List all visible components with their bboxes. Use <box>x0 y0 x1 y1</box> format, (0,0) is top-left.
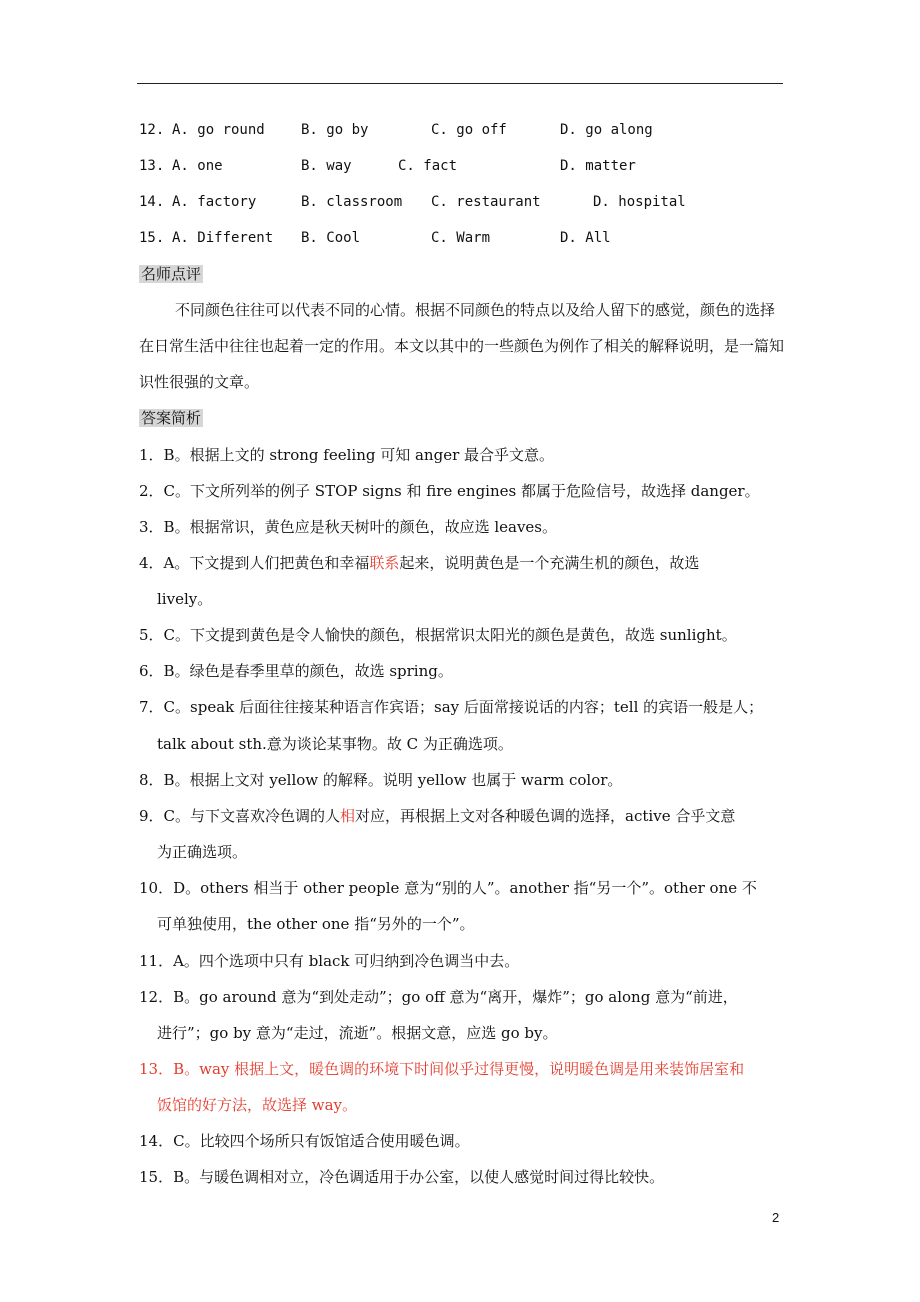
answer-11: 11．A。四个选项中只有 black 可归纳到冷色调当中去。 <box>139 952 520 970</box>
answer-12-cont: 进行”；go by 意为“走过，流逝”。根据文意，应选 go by。 <box>157 1024 558 1042</box>
answer-4-cont: lively。 <box>157 590 213 608</box>
answer-10-cont: 可单独使用，the other one 指“另外的一个”。 <box>157 915 475 933</box>
answer-2: 2．C。下文所列举的例子 STOP signs 和 fire engines 都属于危险信号，故选择 danger。 <box>139 482 760 500</box>
answer-1: 1．B。根据上文的 strong feeling 可知 anger 最合乎文意。 <box>139 446 555 464</box>
analysis-heading: 答案简析 <box>141 409 202 427</box>
answer-8: 8．B。根据上文对 yellow 的解释。说明 yellow 也属于 warm color。 <box>139 771 623 789</box>
option-row-15: 15. A. Different B. Cool C. Warm D. All <box>139 230 611 246</box>
answer-7-cont: talk about sth.意为谈论某事物。故 C 为正确选项。 <box>157 735 513 753</box>
answer-5: 5．C。下文提到黄色是令人愉快的颜色，根据常识太阳光的颜色是黄色，故选 sunlight。 <box>139 626 737 644</box>
option-row-13: 13. A. one B. way C. fact D. matter <box>139 158 636 174</box>
option-row-12: 12. A. go round B. go by C. go off D. go along <box>139 122 653 138</box>
answer-10: 10．D。others 相当于 other people 意为“别的人”。another 指“另一个”。other one 不 <box>139 879 757 897</box>
answer-12: 12．B。go around 意为“到处走动”；go off 意为“离开，爆炸”；go along 意为“前进， <box>139 988 738 1006</box>
header-rule <box>137 83 783 84</box>
answer-6: 6．B。绿色是春季里草的颜色，故选 spring。 <box>139 662 453 680</box>
answer-4: 4．A。下文提到人们把黄色和幸福联系起来，说明黄色是一个充满生机的颜色，故选 <box>139 554 700 572</box>
answer-14: 14．C。比较四个场所只有饭馆适合使用暖色调。 <box>139 1132 470 1150</box>
answer-15: 15．B。与暖色调相对立，冷色调适用于办公室，以使人感觉时间过得比较快。 <box>139 1168 665 1186</box>
answer-3: 3．B。根据常识，黄色应是秋天树叶的颜色，故应选 leaves。 <box>139 518 558 536</box>
comment-heading: 名师点评 <box>141 265 202 283</box>
answer-7: 7．C。speak 后面往往接某种语言作宾语；say 后面常接说话的内容；tell 的宾语一般是人； <box>139 698 764 716</box>
answer-13: 13．B。way 根据上文，暖色调的环境下时间似乎过得更慢，说明暖色调是用来装饰居室和 <box>139 1060 745 1078</box>
answer-13-cont: 饭馆的好方法，故选择 way。 <box>157 1096 358 1114</box>
answer-9-cont: 为正确选项。 <box>157 843 248 861</box>
answer-9: 9．C。与下文喜欢冷色调的人相对应，再根据上文对各种暖色调的选择，active 合乎文意 <box>139 807 736 825</box>
comment-paragraph: 不同颜色往往可以代表不同的心情。根据不同颜色的特点以及给人留下的感觉，颜色的选择在日常生活中往往也起着一定的作用。本文以其中的一些颜色为例作了相关的解释说明，是一篇知识性很强的文章。 <box>139 301 785 391</box>
option-row-14: 14. A. factory B. classroom C. restaurant D. hospital <box>139 194 686 210</box>
page-number: 2 <box>772 1210 780 1225</box>
